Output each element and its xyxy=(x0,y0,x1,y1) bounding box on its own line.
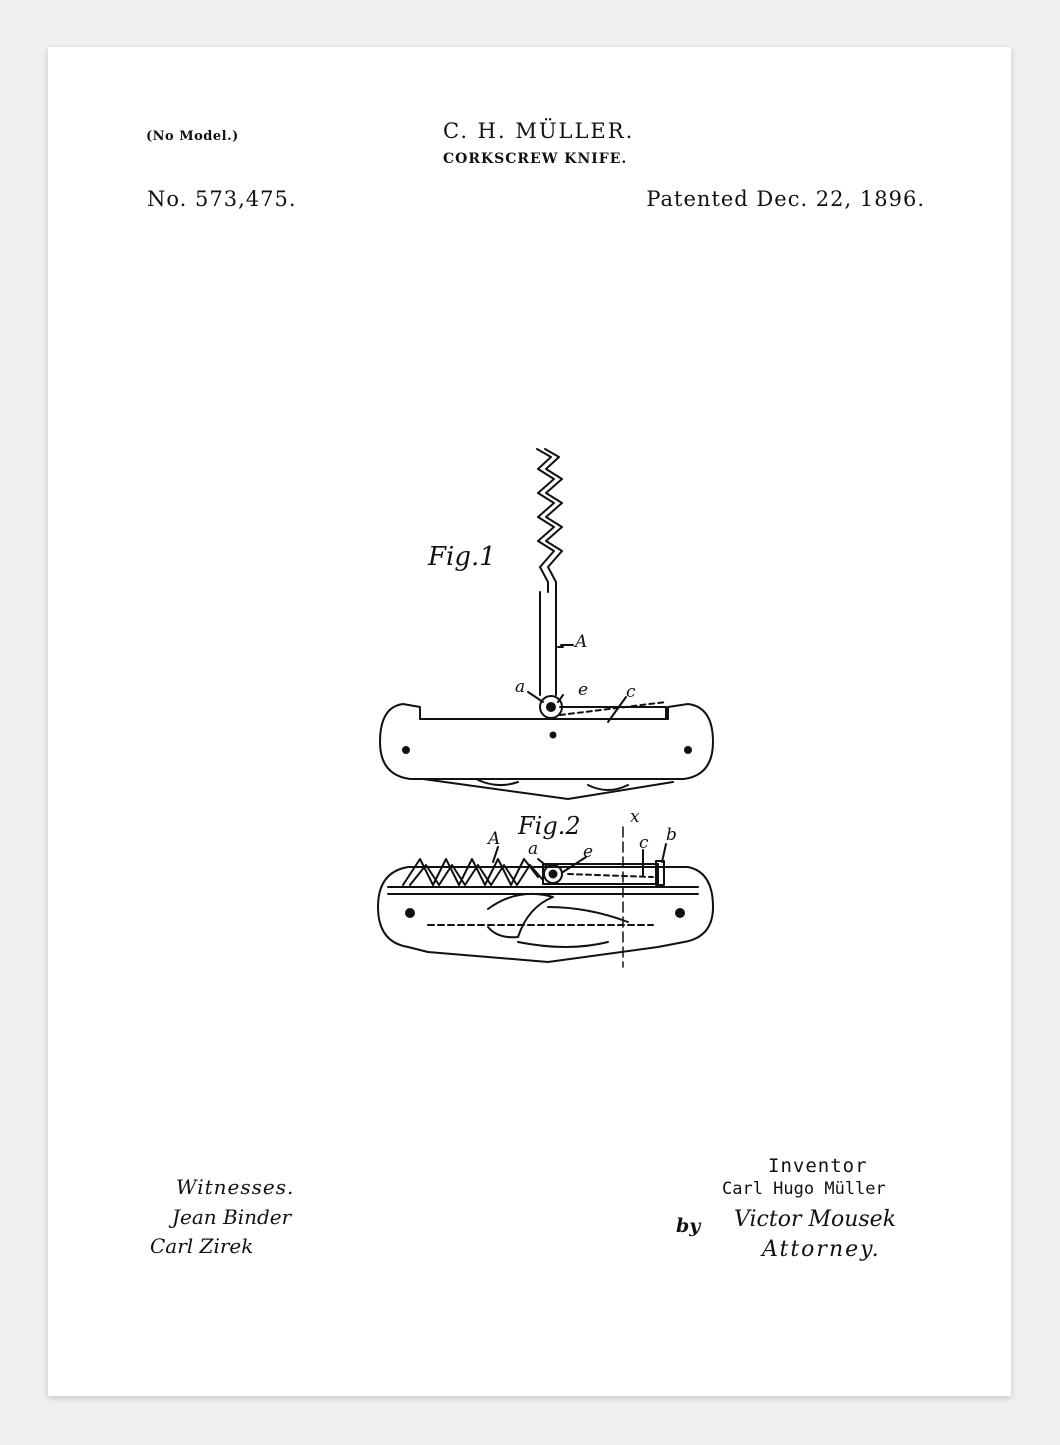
fig2-callout-a: a xyxy=(528,839,539,859)
fig1-callout-c: c xyxy=(626,682,636,702)
fig2-knife xyxy=(378,827,713,967)
fig1-callout-A: A xyxy=(575,632,588,652)
patent-date: Patented Dec. 22, 1896. xyxy=(646,187,925,211)
inventor-caption: Inventor xyxy=(768,1155,868,1177)
witness-signature-1: Jean Binder xyxy=(172,1205,292,1229)
attorney-caption: Attorney. xyxy=(762,1237,881,1262)
witnesses-label: Witnesses. xyxy=(176,1175,295,1199)
fig2-label: Fig.2 xyxy=(518,812,581,840)
witness-signature-2: Carl Zirek xyxy=(150,1234,254,1258)
patent-number: No. 573,475. xyxy=(147,187,297,211)
fig2-callout-c: c xyxy=(639,833,649,853)
no-model-note: (No Model.) xyxy=(146,129,239,144)
fig2-callout-A: A xyxy=(488,829,501,849)
fig2-callout-e: e xyxy=(583,842,594,862)
fig2-callout-b: b xyxy=(666,825,677,845)
inventor-name: Carl Hugo Müller xyxy=(722,1179,886,1199)
fig1-corkscrew xyxy=(537,449,573,718)
attorney-signature: Victor Mousek xyxy=(734,1207,897,1232)
patent-title: CORKSCREW KNIFE. xyxy=(443,151,628,167)
by-word: by xyxy=(676,1215,701,1237)
fig1-label: Fig.1 xyxy=(428,542,496,572)
fig1-callout-a: a xyxy=(515,677,526,697)
fig1-callout-e: e xyxy=(578,680,589,700)
fig2-callout-x: x xyxy=(630,807,640,827)
patent-sheet xyxy=(48,47,1011,1396)
inventor-heading: C. H. MÜLLER. xyxy=(443,119,635,143)
